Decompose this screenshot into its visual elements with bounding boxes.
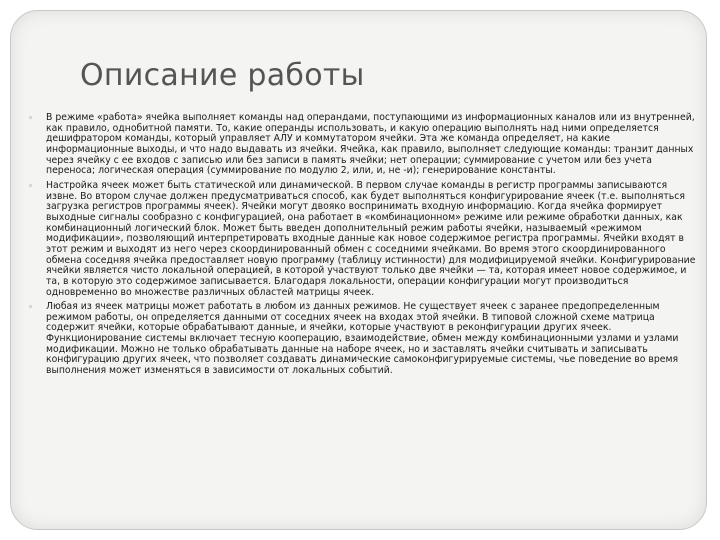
bullet-item-3 — [28, 302, 700, 377]
slide-title: Описание работы — [80, 58, 365, 93]
bullet-item-2 — [28, 181, 700, 298]
bullet-item-1 — [28, 113, 700, 177]
bullet-marker-icon: ◦ — [28, 181, 34, 192]
bullet-text-2: Настройка ячеек может быть статической или динамической. В первом случае команды в регистр программы записываются извне. Во втором случае должен предусматриваться способ, как будет выполняться конфигурирование ячеек (т.е. выполняться загрузка регистров программы ячеек). Ячейки могут двояко воспринимать входную информацию. Когда ячейка формирует выходные сигналы сообразно с конфигурацией, она работает в «комбинационном» режиме или режиме обработки данных, как комбинационный логический блок. Может быть введен дополнительный режим работы ячейки, называемый «режимом модификации», позволяющий интерпретировать входные данные как новое содержимое регистра программы. Ячейки входят в этот режим и выходят из него через скоординированный обмен с соседними ячейками. Во время этого скоординированного обмена соседняя ячейка предоставляет новую программу (таблицу истинности) для модифицируемой ячейки. Конфигурирование ячейки является чисто локальной операцией, в которой участвуют только две ячейки — та, которая имеет новое содержимое, и та, в которую это содержимое записывается. Благодаря локальности, операции конфигурации могут производиться одновременно во множестве различных областей матрицы ячеек. — [46, 179, 696, 298]
bullet-marker-icon: ◦ — [28, 114, 34, 124]
bullet-text-3: Любая из ячеек матрицы может работать в любом из данных режимов. Не существует ячеек с заранее предопределенным режимом работы, он определяется данными от соседних ячеек на входах этой ячейки. В типовой сложной схеме матрица содержит ячейки, которые обрабатывают данные, и ячейки, которые участвуют в реконфигурации других ячеек. Функционирование системы включает тесную кооперацию, взаимодействие, обмен между комбинационными узлами и узлами модификации. Можно не только обрабатывать данные на наборе ячеек, но и заставлять ячейки считывать и записывать конфигурацию других ячеек, что позволяет создавать динамические самоконфигурируемые системы, чье поведение во время выполнения может изменяться в зависимости от локальных событий. — [46, 301, 679, 377]
bullet-text-1: В режиме «работа» ячейка выполняет команды над операндами, поступающими из информационных каналов или из внутренней, как правило, однобитной памяти. То, какие операнды использовать, и какую операцию выполнять над ними определяется дешифратором команды, который управляет АЛУ и коммутатором ячейки. Эта же команда определяет, на какие информационные выходы, и что надо выдавать из ячейки. Ячейка, как правило, выполняет следующие команды: транзит данных через ячейку с ее входов с записью или без записи в память ячейки; нет операции; суммирование с учетом или без учета переноса; логическая операция (суммирование по модулю 2, или, и, не -и); генерирование константы. — [46, 112, 695, 177]
bullet-list — [28, 113, 700, 381]
bullet-marker-icon: ◦ — [28, 303, 34, 314]
